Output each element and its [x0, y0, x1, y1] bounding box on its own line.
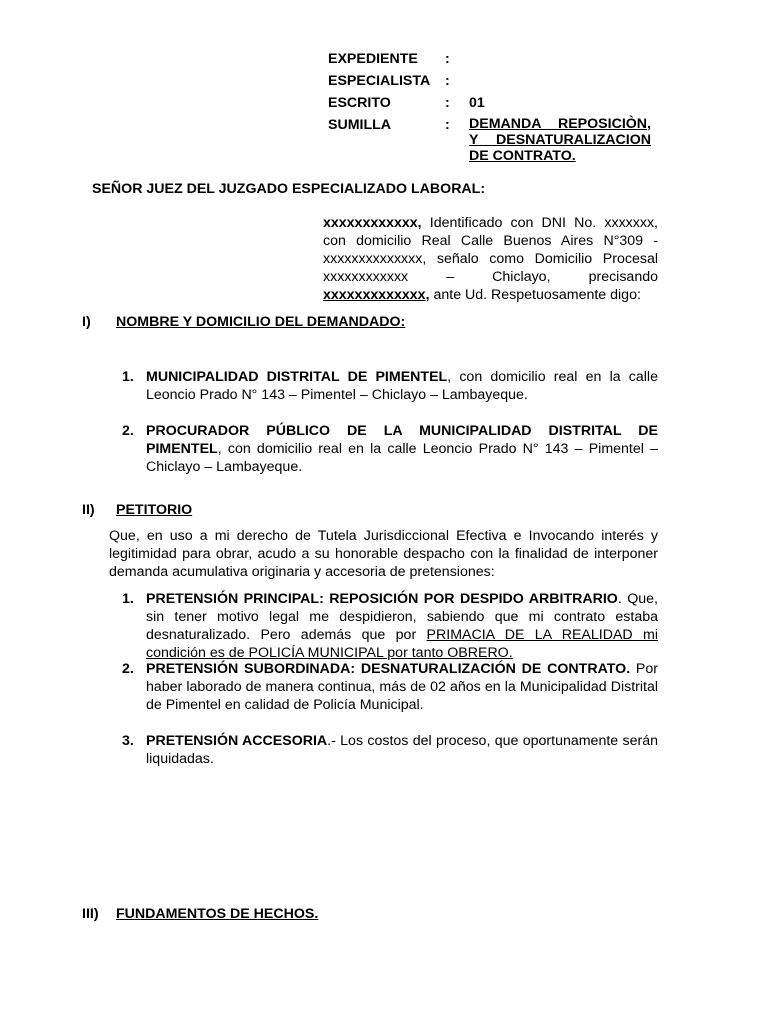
item-text: [146, 732, 658, 768]
item-bold: MUNICIPALIDAD DISTRITAL DE PIMENTEL: [146, 369, 448, 385]
intro-block: [323, 214, 658, 304]
meta-label: SUMILLA: [328, 117, 392, 133]
section-label: PETITORIO: [116, 502, 193, 518]
section-number: II): [82, 502, 95, 518]
item-number: 1.: [122, 591, 134, 607]
item-bold: PRETENSIÓN ACCESORIA: [146, 733, 328, 749]
item-bold: PRETENSIÓN SUBORDINADA: DESNATURALIZACIÓN DE CONTRATO.: [146, 661, 631, 677]
section-title-1: [82, 313, 405, 331]
list-item: [122, 660, 658, 714]
meta-label: ESCRITO: [328, 95, 391, 111]
section-title-2: [82, 501, 192, 519]
meta-colon: :: [445, 51, 450, 67]
item-rest: , con domicilio real en la calle Leoncio Prado N° 143 – Pimentel – Chiclayo – Lambayeque.: [146, 441, 658, 475]
item-rest: , con domicilio real en la calle Leoncio Prado N° 143 – Pimentel – Chiclayo – Lambayeque.: [146, 369, 658, 403]
plaintiff-name-repeat: xxxxxxxxxxxxx,: [323, 287, 430, 303]
meta-colon: :: [445, 95, 450, 111]
item-text: [146, 590, 658, 662]
intro-line: [323, 286, 658, 304]
section-number: III): [82, 906, 99, 922]
item-number: 2.: [122, 661, 134, 677]
item-number: 2.: [122, 423, 134, 439]
list-item: [122, 732, 658, 768]
item-underlined: PRIMACIA DE LA REALIDAD mi condición es de POLICÍA MUNICIPAL por tanto OBRERO.: [146, 627, 658, 661]
meta-sumilla-value: DEMANDA REPOSICIÒN, Y DESNATURALIZACION DE CONTRATO.: [469, 116, 651, 164]
item-rest: . Que, sin tener motivo legal me despidieron, sabiendo que mi contrato estaba desnaturalizado. Pero además que por: [146, 591, 658, 643]
intro-line: xxxxxxxxxxxxxx, señalo como Domicilio Procesal: [323, 251, 658, 267]
meta-label: EXPEDIENTE: [328, 51, 418, 67]
section-title-3: [82, 905, 318, 923]
meta-value: 01: [469, 95, 485, 111]
intro-text: ante Ud. Respetuosamente digo:: [429, 287, 641, 303]
section-number: I): [82, 314, 91, 330]
item-text: [146, 368, 658, 404]
item-bold: PRETENSIÓN PRINCIPAL: REPOSICIÓN POR DESPIDO ARBITRARIO: [146, 591, 618, 607]
item-bold: PROCURADOR PÚBLICO DE LA MUNICIPALIDAD DISTRITAL DE PIMENTEL: [146, 423, 658, 457]
meta-colon: :: [445, 117, 450, 133]
intro-line: xxxxxxxxxxxx – Chiclayo, precisando: [323, 269, 658, 285]
list-item: [122, 422, 658, 476]
list-item: [122, 368, 658, 404]
section-label: FUNDAMENTOS DE HECHOS.: [116, 906, 319, 922]
intro-text: Identificado con DNI No. xxxxxxx,: [421, 215, 658, 231]
intro-line: con domicilio Real Calle Buenos Aires N°309 -: [323, 233, 658, 249]
salutation: SEÑOR JUEZ DEL JUZGADO ESPECIALIZADO LABORAL:: [92, 181, 486, 197]
item-rest: Por haber laborado de manera continua, más de 02 años en la Municipalidad Distrital de Pimentel en calidad de Policía Municipal.: [146, 661, 658, 713]
section-label: NOMBRE Y DOMICILIO DEL DEMANDADO:: [116, 314, 406, 330]
petitorio-paragraph: Que, en uso a mi derecho de Tutela Jurisdiccional Efectiva e Invocando interés y legitimidad para obrar, acudo a su honorable despacho con la finalidad de interponer demanda acumulativa originaria y accesoria de pretensiones:: [109, 528, 658, 580]
list-item: [122, 590, 658, 662]
item-rest: .- Los costos del proceso, que oportunamente serán liquidadas.: [146, 733, 658, 767]
item-number: 1.: [122, 369, 134, 385]
item-text: [146, 422, 658, 476]
item-text: [146, 660, 658, 714]
plaintiff-name: xxxxxxxxxxxx,: [323, 215, 422, 231]
meta-colon: :: [445, 73, 450, 89]
meta-label: ESPECIALISTA: [328, 73, 431, 89]
intro-line: [323, 214, 658, 232]
item-number: 3.: [122, 733, 134, 749]
